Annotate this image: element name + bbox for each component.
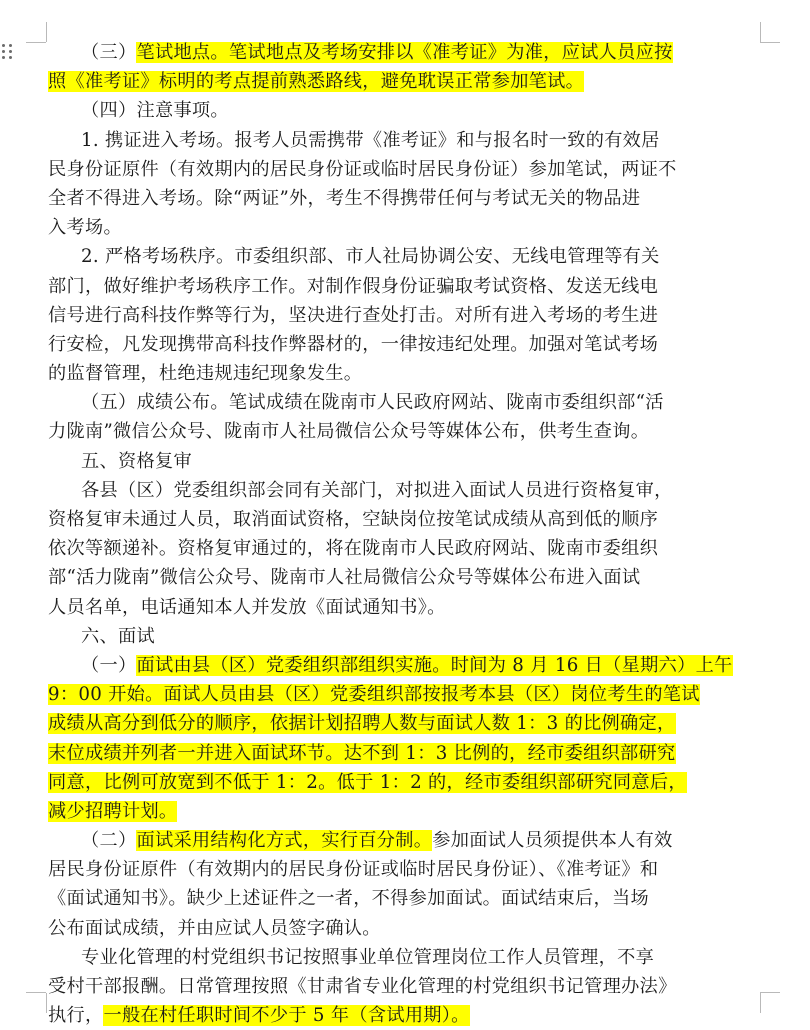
text-line (48, 242, 760, 271)
text-line-content (48, 301, 658, 330)
text-segment: 行安检，凡发现携带高科技作弊器材的，一律按违纪处理。加强对笔试考场 (48, 333, 659, 355)
text-line (48, 505, 760, 534)
crop-mark-top-right-vertical (760, 22, 761, 42)
text-line (48, 593, 760, 622)
text-line-content (48, 1001, 470, 1030)
text-line (48, 709, 760, 738)
crop-mark-bottom-left-horizontal (26, 992, 46, 993)
document-body (48, 38, 760, 1030)
text-segment: 依次等额递补。资格复审通过的，将在陇南市人民政府网站、陇南市委组织 (48, 538, 659, 560)
text-line (48, 155, 760, 184)
text-segment: （五）成绩公布。笔试成绩在陇南市人民政府网站、陇南市委组织部“活 (81, 392, 664, 414)
text-segment: 信号进行高科技作弊等行为，坚决进行查处打击。对所有进入考场的考生进 (48, 304, 659, 326)
text-segment: 民身份证原件（有效期内的居民身份证或临时居民身份证）参加笔试，两证不 (48, 158, 677, 180)
text-line-content (81, 476, 673, 505)
text-line-content (81, 622, 155, 651)
text-segment: 参加面试人员须提供本人有效 (432, 830, 673, 852)
text-line-content (48, 563, 640, 592)
text-line (48, 534, 760, 563)
text-line-content (81, 96, 229, 125)
text-line (48, 943, 760, 972)
text-segment: （二） (81, 830, 137, 852)
text-line-content (48, 709, 676, 738)
text-line-content (81, 242, 660, 271)
text-segment: 专业化管理的村党组织书记按照事业单位管理岗位工作人员管理，不享 (81, 946, 655, 968)
text-line-content (81, 38, 673, 67)
text-line (48, 213, 760, 242)
text-segment: 各县（区）党委组织部会同有关部门，对拟进入面试人员进行资格复审， (81, 479, 673, 501)
text-line-content (81, 388, 664, 417)
text-line-content (48, 739, 676, 768)
highlighted-text: 一般在村任职时间不少于 5 年（含试用期）。 (103, 1005, 470, 1027)
text-line (48, 914, 760, 943)
text-line (48, 768, 760, 797)
text-line (48, 855, 760, 884)
text-line (48, 96, 760, 125)
highlighted-text: 笔试地点。笔试地点及考场安排以《准考证》为准，应试人员应按 (136, 42, 673, 63)
text-line (48, 972, 760, 1001)
text-line (48, 359, 760, 388)
text-segment: 力陇南”微信公众号、陇南市人社局微信公众号等媒体公布，供考生查询。 (48, 421, 650, 443)
text-line-content (48, 67, 584, 96)
crop-mark-top-left-horizontal (26, 42, 46, 43)
text-segment: 部“活力陇南”微信公众号、陇南市人社局微信公众号等媒体公布进入面试 (48, 567, 641, 589)
text-line-content (81, 826, 673, 855)
text-segment: 五、资格复审 (81, 450, 192, 472)
highlighted-text: 照《准考证》标明的考点提前熟悉路线，避免耽误正常参加笔试。 (48, 71, 585, 93)
text-line (48, 301, 760, 330)
highlighted-text: 面试由县（区）党委组织部组织实施。时间为 8 月 16 日（星期六）上午 (136, 654, 733, 676)
text-line-content (48, 417, 649, 446)
text-segment: 入考场。 (48, 217, 122, 239)
text-line (48, 476, 760, 505)
text-segment: 1. 携证进入考场。报考人员需携带《准考证》和与报名时一致的有效居 (81, 129, 660, 151)
text-segment: 《面试通知书》。缺少上述证件之一者，不得参加面试。面试结束后，当场 (48, 888, 649, 910)
crop-mark-bottom-left-vertical (46, 993, 47, 1013)
crop-mark-top-left-vertical (46, 22, 47, 42)
text-line-content (48, 914, 381, 943)
highlighted-text: 末位成绩并列者一并进入面试环节。达不到 1：3 比例的，经市委组织部研究 (48, 742, 676, 764)
text-segment: 2. 严格考场秩序。市委组织部、市人社局协调公安、无线电管理等有关 (81, 246, 660, 268)
text-segment: （四）注意事项。 (81, 100, 229, 122)
text-segment: 六、面试 (81, 625, 155, 647)
text-line (48, 1001, 760, 1030)
text-line-content (48, 768, 687, 797)
text-line-content (48, 972, 677, 1001)
text-segment: 人员名单，电话通知本人并发放《面试通知书》。 (48, 596, 446, 618)
text-line-content (81, 943, 654, 972)
text-line-content (48, 534, 658, 563)
text-line-content (48, 797, 177, 826)
text-line-content (81, 651, 733, 680)
text-segment: 执行， (48, 1005, 104, 1027)
text-line-content (48, 155, 677, 184)
text-line (48, 797, 760, 826)
crop-mark-top-right-horizontal (760, 42, 780, 43)
text-line (48, 330, 760, 359)
text-line (48, 563, 760, 592)
text-segment: 公布面试成绩，并由应试人员签字确认。 (48, 917, 381, 939)
text-line-content (48, 272, 658, 301)
text-line-content (48, 884, 649, 913)
text-line (48, 38, 760, 67)
text-line-content (48, 680, 700, 709)
text-segment: （一） (81, 654, 137, 676)
text-line (48, 67, 760, 96)
text-line-content (81, 126, 660, 155)
text-segment: 居民身份证原件（有效期内的居民身份证或临时居民身份证）、《准考证》和 (48, 859, 659, 881)
text-line (48, 447, 760, 476)
text-segment: 的监督管理，杜绝违规违纪现象发生。 (48, 363, 363, 385)
crop-mark-bottom-right-horizontal (760, 992, 780, 993)
text-line-content (48, 213, 122, 242)
text-line-content (48, 359, 362, 388)
text-line (48, 680, 760, 709)
text-line (48, 417, 760, 446)
text-line (48, 184, 760, 213)
text-line-content (48, 505, 658, 534)
drag-handle-icon[interactable] (2, 44, 14, 66)
text-segment: 资格复审未通过人员，取消面试资格，空缺岗位按笔试成绩从高到低的顺序 (48, 509, 659, 530)
text-line (48, 622, 760, 651)
text-line (48, 272, 760, 301)
highlighted-text: 面试采用结构化方式，实行百分制。 (136, 830, 433, 852)
text-line (48, 826, 760, 855)
text-line (48, 739, 760, 768)
text-line (48, 884, 760, 913)
text-line-content (48, 593, 446, 622)
text-line (48, 651, 760, 680)
text-line-content (81, 447, 192, 476)
text-segment: 部门，做好维护考场秩序工作。对制作假身份证骗取考试资格、发送无线电 (48, 275, 659, 297)
text-line-content (48, 184, 640, 213)
highlighted-text: 9：00 开始。面试人员由县（区）党委组织部按报考本县（区）岗位考生的笔试 (48, 684, 700, 706)
text-segment: 受村干部报酬。日常管理按照《甘肃省专业化管理的村党组织书记管理办法》 (48, 976, 677, 997)
highlighted-text: 成绩从高分到低分的顺序，依据计划招聘人数与面试人数 1：3 的比例确定， (48, 713, 676, 735)
text-line-content (48, 855, 658, 884)
highlighted-text: 减少招聘计划。 (48, 800, 178, 822)
text-line (48, 388, 760, 417)
text-line (48, 126, 760, 155)
text-segment: 全者不得进入考场。除“两证”外，考生不得携带任何与考试无关的物品进 (48, 187, 641, 209)
text-segment: （三） (81, 42, 137, 63)
highlighted-text: 同意，比例可放宽到不低于 1：2。低于 1：2 的，经市委组织部研究同意后， (48, 771, 687, 793)
text-line-content (48, 330, 658, 359)
crop-mark-bottom-right-vertical (760, 993, 761, 1013)
